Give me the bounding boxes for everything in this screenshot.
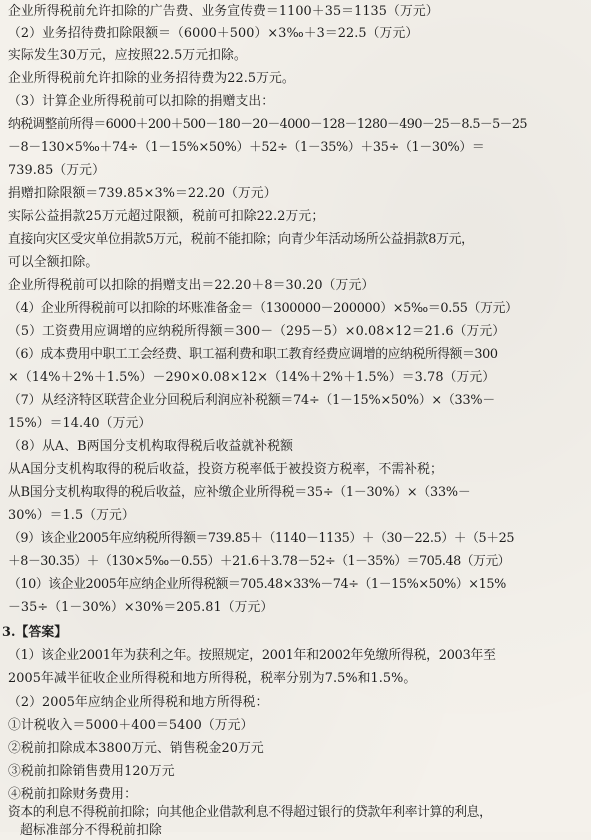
- text-line-20: （8）从A、B两国分支机构取得税后收益就补税额: [8, 439, 294, 454]
- text-line-23: 30%）＝1.5（万元）: [8, 508, 135, 523]
- text-line-19: 15%）＝14.40（万元）: [8, 416, 152, 431]
- text-line-3: 实际发生30万元，应按照22.5万元扣除。: [8, 48, 247, 63]
- text-line-17: ×（14%＋2%＋1.5%）－290×0.08×12×（14%＋2%＋1.5%）＝3.78（万元）: [8, 370, 496, 385]
- text-line-4: 企业所得税前允许扣除的业务招待费为22.5万元。: [8, 71, 295, 86]
- text-line-30: 2005年减半征收企业所得税和地方所得税，税率分别为7.5%和1.5%。: [8, 671, 417, 686]
- text-line-26: （10）该企业2005年应纳企业所得税额＝705.48×33%－74÷（1－15%×50%）×15%: [8, 577, 506, 592]
- text-line-6: 纳税调整前所得＝6000＋200＋500－180－20－4000－128－1280－490－25－8.5－5－25: [8, 117, 527, 132]
- text-line-13: 企业所得税前可以扣除的捐赠支出＝22.20＋8＝30.20（万元）: [8, 278, 375, 293]
- text-line-24: （9）该企业2005年应纳税所得额＝739.85＋（1140－1135）＋（30－22.5）＋（5＋25: [8, 531, 515, 546]
- text-line-2: （2）业务招待费扣除限额＝（6000＋500）×3‰＋3＝22.5（万元）: [8, 26, 419, 41]
- text-line-18: （7）从经济特区联营企业分回税后利润应补税额＝74÷（1－15%×50%）×（33%－: [8, 393, 495, 408]
- text-line-21: 从A国分支机构取得的税后收益，投资方税率低于被投资方税率，不需补税；: [8, 462, 443, 477]
- text-line-16: （6）成本费用中职工工会经费、职工福利费和职工教育经费应调增的应纳税所得额＝300: [8, 347, 498, 362]
- text-line-35: ④税前扣除财务费用：: [8, 787, 137, 802]
- text-line-7: －8－130×5‰＋74÷（1－15%×50%）＋52÷（1－35%）＋35÷（1－30%）＝: [8, 140, 485, 155]
- text-line-34: ③税前扣除销售费用120万元: [8, 764, 175, 779]
- text-line-36: 资本的利息不得税前扣除；向其他企业借款利息不得超过银行的贷款年利率计算的利息，: [8, 805, 492, 820]
- text-line-8: 739.85（万元）: [8, 163, 105, 178]
- text-line-27: －35÷（1－30%）×30%＝205.81（万元）: [8, 600, 274, 615]
- text-line-25: ＋8－30.35）＋（130×5‰－0.55）＋21.6＋3.78－52÷（1－35%）＝705.48（万元）: [8, 554, 510, 569]
- text-line-32: ①计税收入＝5000＋400＝5400（万元）: [8, 718, 254, 733]
- text-line-15: （5）工资费用应调增的应纳税所得额＝300－（295－5）×0.08×12＝21.6（万元）: [8, 324, 506, 339]
- answer-heading: 3.【答案】: [2, 625, 68, 640]
- text-line-10: 实际公益捐款25万元超过限额，税前可扣除22.2万元；: [8, 209, 325, 224]
- text-line-12: 可以全额扣除。: [8, 255, 99, 270]
- text-line-31: （2）2005年应纳企业所得税和地方所得税：: [8, 695, 269, 710]
- text-line-11: 直接向灾区受灾单位捐款5万元，税前不能扣除；向青少年活动场所公益捐款8万元，: [8, 232, 474, 247]
- text-line-5: （3）计算企业所得税前可以扣除的捐赠支出：: [8, 94, 275, 109]
- text-line-9: 捐赠扣除限额＝739.85×3%＝22.20（万元）: [8, 186, 277, 201]
- text-line-29: （1）该企业2001年为获利之年。按照规定，2001年和2002年免缴所得税，2003年至: [8, 648, 496, 663]
- text-line-1: 企业所得税前允许扣除的广告费、业务宣传费＝1100＋35＝1135（万元）: [8, 4, 439, 19]
- text-line-22: 从B国分支机构取得的税后收益，应补缴企业所得税＝35÷（1－30%）×（33%－: [8, 485, 471, 500]
- text-line-37: 超标准部分不得税前扣除: [20, 823, 162, 838]
- text-line-33: ②税前扣除成本3800万元、销售税金20万元: [8, 741, 264, 756]
- text-line-14: （4）企业所得税前可以扣除的坏账准备金＝（1300000－200000）×5‰＝0.55（万元）: [8, 301, 518, 316]
